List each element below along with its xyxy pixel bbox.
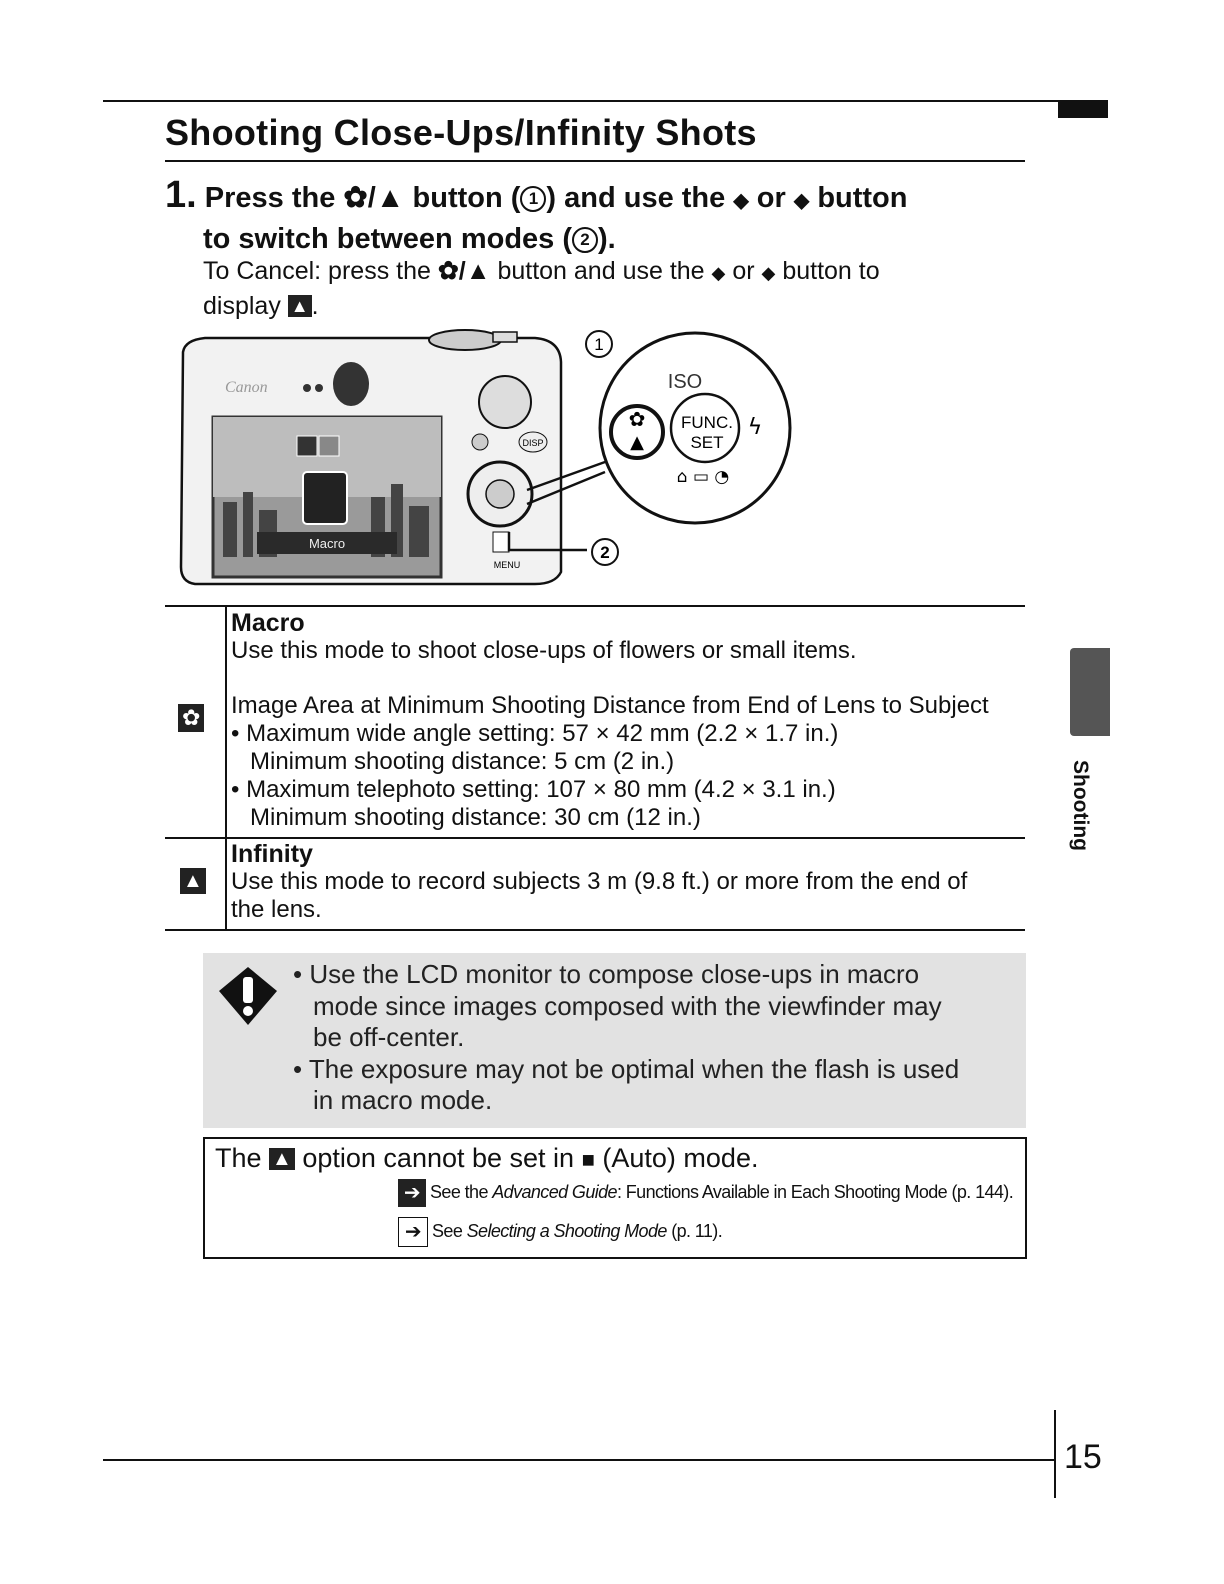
reference-selecting-mode[interactable]: ➔ See Selecting a Shooting Mode (p. 11). [398,1217,722,1247]
table-column-divider [225,605,227,930]
page-title: Shooting Close-Ups/Infinity Shots [165,112,757,153]
table-bottom-rule [165,929,1025,931]
camera-illustration [175,322,805,592]
svg-text:MENU: MENU [493,560,521,570]
normal-focus-icon: ▲ [288,295,312,317]
svg-text:ISO: ISO [667,371,703,393]
table-top-rule [165,605,1025,607]
callout-1: 1 [594,335,604,354]
macro-mode-icon: ✿ [178,704,204,732]
svg-text:FUNC.: FUNC. [681,413,733,432]
reference-arrow-icon: ➔ [398,1217,428,1247]
left-arrow-icon: ◆ [733,190,749,212]
macro-icon: ✿ [628,407,646,431]
svg-text:DISP: DISP [522,438,544,448]
right-arrow-icon: ◆ [793,190,810,212]
caution-icon [217,965,279,1027]
drive-icons: ⌂ ▭ ◔ [676,467,730,487]
macro-mode-row: Macro Use this mode to shoot close-ups of flowers or small items. Image Area at Minimum Shooting Distance from End of Lens to Subject • Maximum wide angle setting: 57 × 42 mm (2.2 × 1.7 in.) Minimum shooting distance: 5 cm (2 in.) • Maximum telephoto setting: 107 × 80 mm (4.2 × 3.1 in.) Minimum shooting distance: 30 cm (12 in.) [231,609,1031,832]
right-arrow-icon: ◆ [761,263,776,283]
left-arrow-icon: ◆ [711,263,726,283]
flash-icon: ϟ [747,415,763,440]
footer-rule [103,1459,1055,1461]
camera-auto-icon: ■ [581,1147,595,1172]
macro-infinity-icon: ✿/▲ [343,182,405,214]
cancel-instruction: To Cancel: press the ✿/▲ button and use the ◆ or ◆ button to display ▲ . [203,257,880,320]
infinity-mode-row: Infinity Use this mode to record subjects 3 m (9.8 ft.) or more from the end of the lens. [231,840,1031,924]
section-label: Shooting [1069,760,1092,851]
infinity-icon: ▲ [269,1148,295,1170]
title-underline [165,160,1025,162]
reference-advanced-guide[interactable]: ➔ See the Advanced Guide: Functions Available in Each Shooting Mode (p. 144). [398,1179,1013,1207]
mode-restriction-box: The ▲ option cannot be set in ■ (Auto) mode. ➔ See the Advanced Guide: Functions Available in Each Shooting Mode (p. 144). ➔ See Selecting a Shooting Mode (p. 11). [203,1137,1027,1259]
callout-marker-2: 2 [572,227,598,253]
footer-divider [1054,1410,1056,1498]
caution-note: • Use the LCD monitor to compose close-ups in macro mode since images composed with the viewfinder may be off-center. • The exposure may not be optimal when the flash is used in macro mode. [203,953,1026,1128]
table-mid-rule [165,837,1025,839]
page-number: 15 [1064,1438,1102,1476]
macro-title: Macro [231,609,305,637]
corner-tab [1058,100,1108,118]
step-1: 1. Press the ✿/▲ button ( 1 ) and use the ◆ or ◆ button to switch between modes ( 2 ). [165,174,908,255]
reference-arrow-icon: ➔ [398,1179,426,1207]
step-number: 1. [165,174,197,216]
infinity-mode-icon: ▲ [180,868,206,894]
callout-2: 2 [600,543,610,562]
callout-marker-1: 1 [520,186,546,212]
lcd-mode-label: Macro [308,536,346,551]
svg-text:SET: SET [690,433,724,452]
infinity-icon: ▲ [630,432,644,453]
section-tab [1070,648,1110,736]
infinity-title: Infinity [231,840,313,868]
top-rule [103,100,1108,102]
brand-logo: Canon [225,379,268,396]
macro-infinity-icon: ✿/▲ [437,257,491,285]
